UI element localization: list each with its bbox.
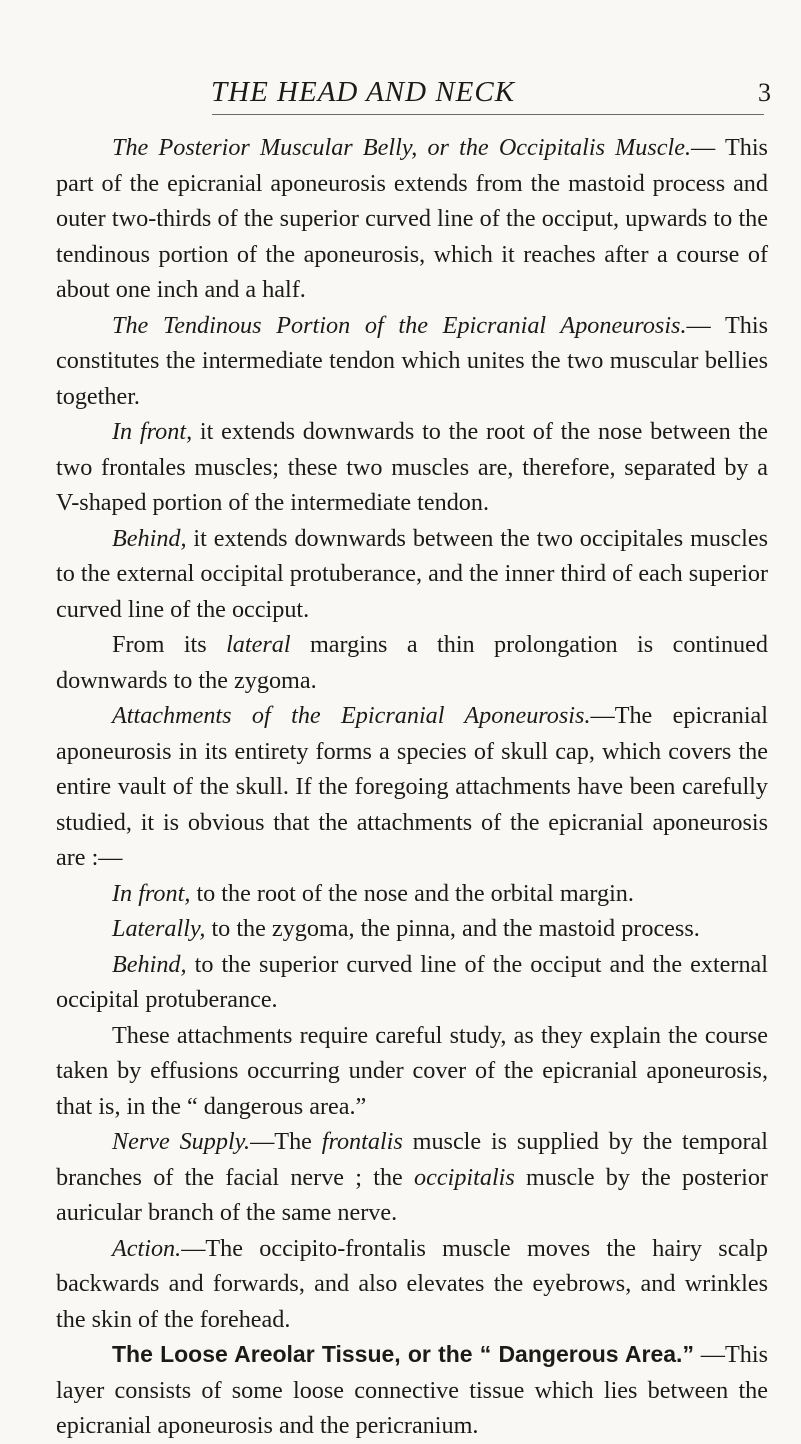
section-heading: Attachments of the Epicranial Aponeurosis. (112, 702, 591, 729)
italic-word: lateral (226, 631, 291, 658)
paragraph-attachments (56, 698, 768, 876)
paragraph-text: —This layer consists of some loose connective tissue which lies between the epicranial aponeurosis and the pericranium. (56, 1341, 768, 1439)
paragraph-attach-laterally (56, 911, 768, 947)
lead-phrase: Behind, (112, 950, 187, 978)
header-rule (212, 114, 764, 115)
paragraph-nerve-supply (56, 1124, 768, 1231)
paragraph-text: it extends downwards between the two occipitales muscles to the external occipital protuberance, and the inner third of each superior curved line of the occiput. (56, 524, 768, 623)
paragraph-loose-areolar (56, 1337, 768, 1444)
paragraph-text: —The epicranial aponeurosis in its entirety forms a species of skull cap, which covers the entire vault of the skull. If the foregoing attachments have been carefully studied, it is obvious that the attachments of the epicranial aponeurosis are :— (56, 702, 768, 871)
paragraph-text: to the superior curved line of the occiput and the external occipital protuberance. (56, 950, 768, 1013)
paragraph-lateral (56, 627, 768, 698)
paragraph-text: to the zygoma, the pinna, and the mastoid process. (205, 915, 700, 942)
italic-word: occipitalis (414, 1163, 515, 1191)
lead-phrase: In front, (112, 418, 193, 445)
running-title: THE HEAD AND NECK (211, 76, 516, 108)
section-heading: The Tendinous Portion of the Epicranial Aponeurosis. (112, 311, 687, 339)
lead-phrase: Behind, (112, 524, 187, 552)
paragraph-text: These attachments require careful study, as they explain the course taken by effusions occurring under cover of the epicranial aponeurosis, that is, in the “ dangerous area.” (56, 1021, 768, 1120)
section-heading: Nerve Supply. (112, 1128, 251, 1155)
paragraph-text: margins a thin prolongation is continued downwards to the zygoma. (56, 631, 768, 694)
lead-phrase: In front, (112, 879, 191, 907)
paragraph-dangerous-area-note (56, 1018, 768, 1125)
paragraph-tendinous-portion (56, 308, 768, 415)
paragraph-text: —The occipito-frontalis muscle moves the hairy scalp backwards and forwards, and also elevates the eyebrows, and wrinkles the skin of the forehead. (56, 1234, 768, 1333)
section-heading: Action. (112, 1234, 182, 1262)
paragraph-text: to the root of the nose and the orbital margin. (190, 879, 634, 907)
paragraph-action (56, 1231, 768, 1338)
paragraph-text: This constitutes the intermediate tendon which unites the two muscular bellies together. (56, 311, 768, 410)
dash: — (686, 311, 711, 339)
paragraph-behind (56, 521, 768, 628)
paragraph-text: —The (250, 1128, 322, 1155)
bold-section-heading: The Loose Areolar Tissue, or the “ Dangerous Area.” (112, 1341, 694, 1367)
paragraph-occipitalis (56, 130, 768, 308)
paragraph-text: From its (112, 631, 227, 658)
paragraph-text: muscle is supplied by the temporal branches of the facial nerve ; the (56, 1128, 768, 1191)
running-head (0, 76, 801, 116)
body-text (56, 130, 768, 1444)
paragraph-text: it extends downwards to the root of the nose between the two frontales muscles; these two muscles are, therefore, separated by a V-shaped portion of the intermediate tendon. (56, 418, 768, 516)
paragraph-text: This part of the epicranial aponeurosis extends from the mastoid process and outer two-thirds of the superior curved line of the occiput, upwards to the tendinous portion of the aponeurosis, which it reaches after a course of about one inch and a half. (56, 134, 768, 303)
page-number: 3 (758, 78, 771, 107)
section-heading: The Posterior Muscular Belly, or the Occipitalis Muscle. (112, 134, 692, 161)
paragraph-attach-behind (56, 947, 768, 1018)
paragraph-attach-front (56, 876, 768, 912)
italic-word: frontalis (321, 1128, 403, 1155)
paragraph-in-front (56, 414, 768, 521)
lead-phrase: Laterally, (112, 915, 206, 942)
paragraph-text: muscle by the posterior auricular branch of the same nerve. (56, 1163, 768, 1226)
dash: — (691, 134, 716, 161)
